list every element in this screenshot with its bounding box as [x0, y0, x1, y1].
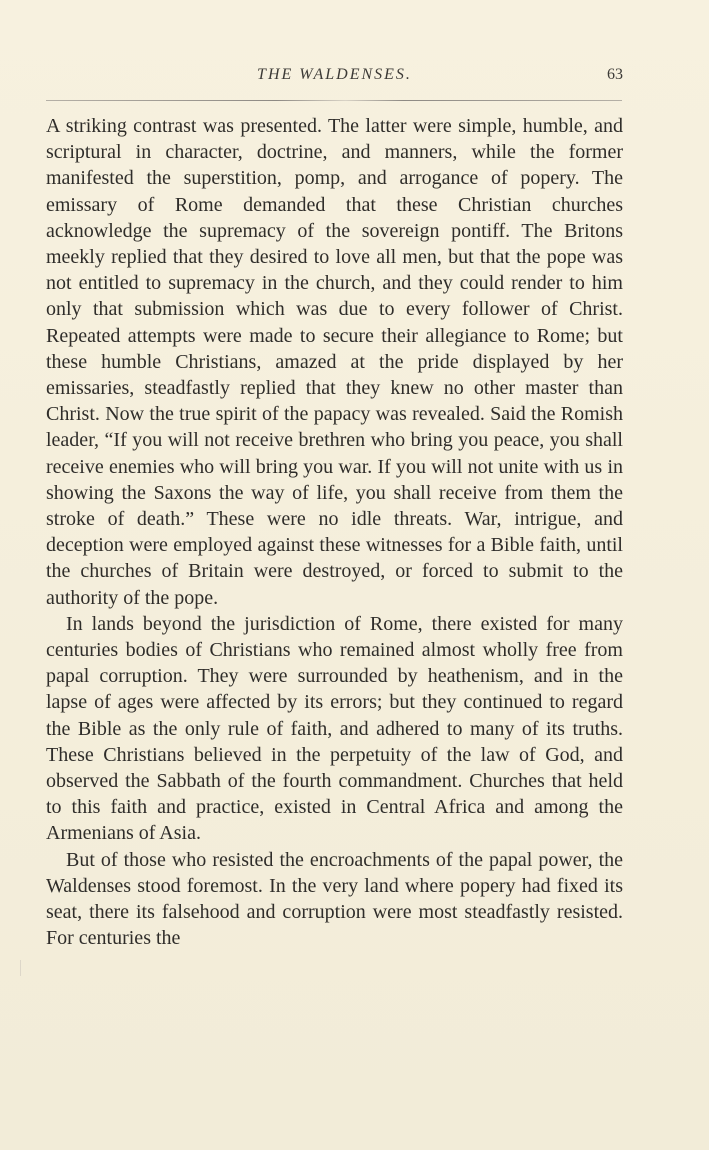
page-body — [46, 113, 623, 952]
paragraph-3: But of those who resisted the encroachments of the papal power, the Waldenses stood foremost. In the very land where popery had fixed its seat, there its falsehood and corruption were most steadfastly resisted. For centuries the — [46, 848, 623, 950]
running-head — [46, 66, 623, 90]
running-title: THE WALDENSES. — [257, 66, 412, 83]
paper-mark — [20, 960, 21, 976]
page-number: 63 — [607, 66, 623, 83]
paragraph-1: A striking contrast was presented. The latter were simple, humble, and scriptural in character, doctrine, and manners, while the former manifested the superstition, pomp, and arrogance of popery. The emissary of Rome demanded that these Christian churches acknowledge the supremacy of the sovereign pontiff. The Britons meekly replied that they desired to love all men, but that the pope was not entitled to supremacy in the church, and they could render to him only that submission which was due to every follower of Christ. Repeated attempts were made to secure their allegiance to Rome; but these humble Christians, amazed at the pride displayed by her emissaries, steadfastly replied that they knew no other master than Christ. Now the true spirit of the papacy was revealed. Said the Romish leader, “If you will not receive brethren who bring you peace, you shall receive enemies who will bring you war. If you will not unite with us in showing the Saxons the way of life, you shall receive from them the stroke of death.” These were no idle threats. War, intrigue, and deception were employed against these witnesses for a Bible faith, until the churches of Britain were destroyed, or forced to submit to the authority of the pope. — [46, 115, 623, 609]
paragraph-2: In lands beyond the jurisdiction of Rome, there existed for many centuries bodies of Christians who remained almost wholly free from papal corruption. They were surrounded by heathenism, and in the lapse of ages were affected by its errors; but they continued to regard the Bible as the only rule of faith, and adhered to many of its truths. These Christians believed in the perpetuity of the law of God, and observed the Sabbath of the fourth commandment. Churches that held to this faith and practice, existed in Central Africa and among the Armenians of Asia. — [46, 612, 623, 845]
header-rule — [46, 100, 622, 101]
